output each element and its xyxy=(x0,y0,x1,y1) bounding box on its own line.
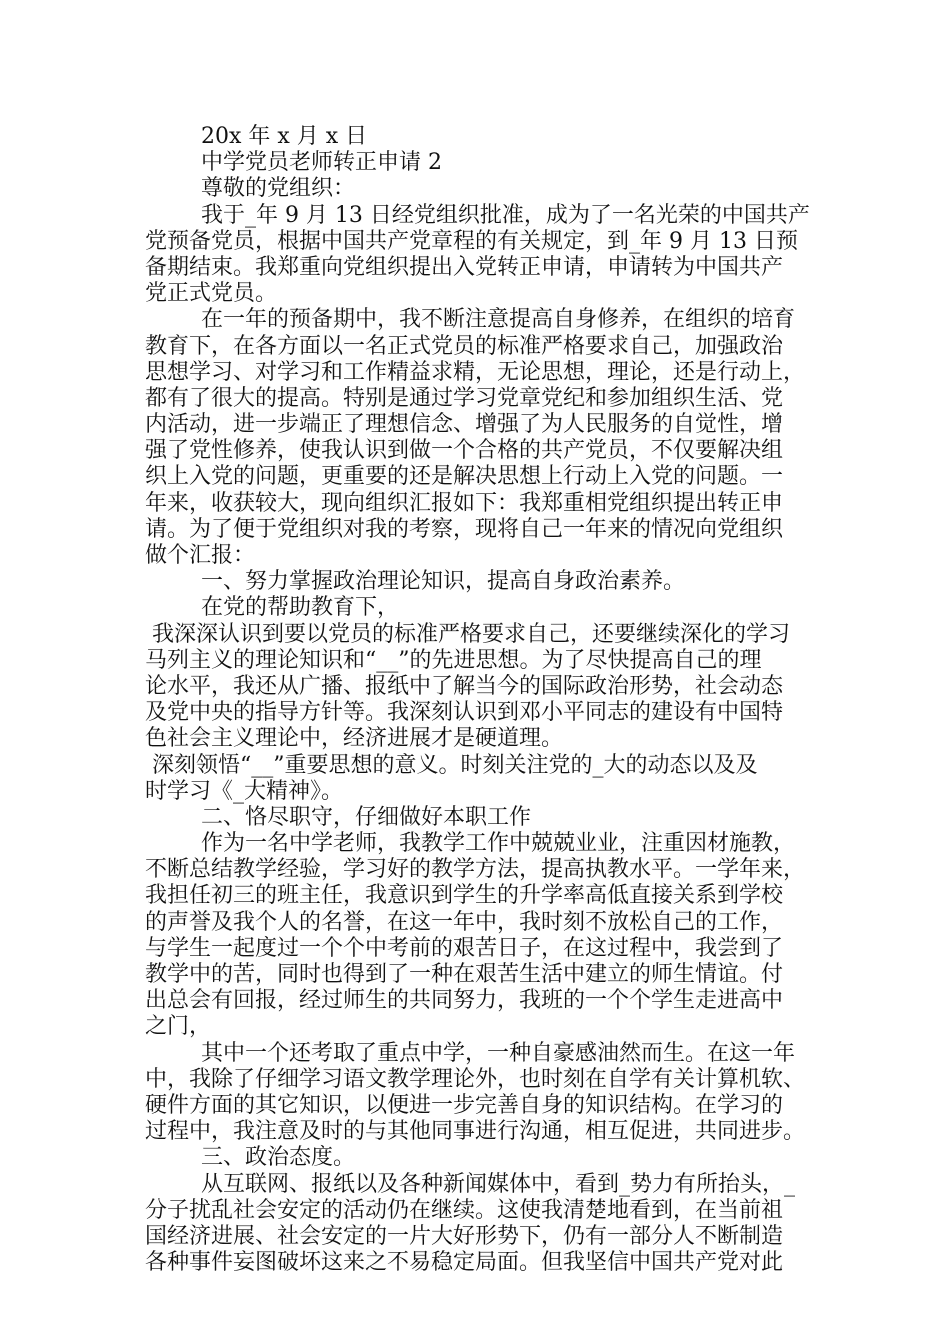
document-body xyxy=(145,124,835,1276)
text-line: 做个汇报： xyxy=(145,543,256,568)
text-line: 内活动，进一步端正了理想信念、增强了为人民服务的自觉性，增 xyxy=(145,412,784,438)
text-line: 其中一个还考取了重点中学，一种自豪感油然而生。在这一年 xyxy=(145,1040,795,1066)
text-line: 分子扰乱社会安定的活动仍在继续。这使我清楚地看到，在当前祖 xyxy=(145,1197,784,1223)
text-line: 作为一名中学老师，我教学工作中兢兢业业，注重因材施教， xyxy=(145,831,795,857)
text-line: 与学生一起度过一个个中考前的艰苦日子，在这过程中，我尝到了 xyxy=(145,935,784,961)
text-line: 在党的帮助教育下， xyxy=(145,595,399,621)
section-heading-1: 一、努力掌握政治理论知识，提高自身政治素养。 xyxy=(145,569,685,595)
text-line: 我深深认识到要以党员的标准严格要求自己，还要继续深化的学习 xyxy=(145,621,790,647)
text-line: 教育下，在各方面以一名正式党员的标准严格要求自己，加强政治 xyxy=(145,333,784,359)
text-line: 年来，收获较大，现向组织汇报如下：我郑重相党组织提出转正申 xyxy=(145,490,784,516)
text-line: 备期结束。我郑重向党组织提出入党转正申请，申请转为中国共产 xyxy=(145,254,784,280)
text-line: 党预备党员，根据中国共产党章程的有关规定，到_年 9 月 13 日预 xyxy=(145,228,798,254)
text-line: 深刻领悟“__”重要思想的意义。时刻关注党的_大的动态以及及 xyxy=(145,752,758,778)
text-line: 不断总结教学经验，学习好的教学方法，提高执教水平。一学年来， xyxy=(145,857,806,883)
text-line: 织上入党的问题，更重要的还是解决思想上行动上入党的问题。一 xyxy=(145,464,784,490)
text-line: 各种事件妄图破坏这来之不易稳定局面。但我坚信中国共产党对此 xyxy=(145,1250,784,1276)
text-line: 时学习《_大精神》。 xyxy=(145,778,344,804)
text-line: 都有了很大的提高。特别是通过学习党章党纪和参加组织生活、党 xyxy=(145,385,784,411)
text-line: 国经济进展、社会安定的一片大好形势下，仍有一部分人不断制造 xyxy=(145,1223,784,1249)
text-line: 教学中的苦，同时也得到了一种在艰苦生活中建立的师生情谊。付 xyxy=(145,962,784,987)
section-heading-2: 二、恪尽职守，仔细做好本职工作 xyxy=(145,804,531,830)
text-line: 在一年的预备期中，我不断注意提高自身修养，在组织的培育 xyxy=(145,307,795,333)
text-line: 思想学习、对学习和工作精益求精，无论思想，理论，还是行动上， xyxy=(145,359,806,385)
text-line: 出总会有回报，经过师生的共同努力，我班的一个个学生走进高中 xyxy=(145,988,784,1014)
date-line: 20x 年 x 月 x 日 xyxy=(145,124,368,149)
text-line: 从互联网、报纸以及各种新闻媒体中，看到_势力有所抬头，_ xyxy=(145,1171,795,1197)
text-line: 强了党性修养，使我认识到做一个合格的共产党员，不仅要解决组 xyxy=(145,438,784,464)
text-line: 之门， xyxy=(145,1014,212,1040)
text-line: 及党中央的指导方针等。我深刻认识到邓小平同志的建设有中国特 xyxy=(145,700,784,726)
document-title: 中学党员老师转正申请 2 xyxy=(145,150,442,176)
salutation: 尊敬的党组织： xyxy=(145,176,355,202)
text-line: 请。为了便于党组织对我的考察，现将自己一年来的情况向党组织 xyxy=(145,516,784,542)
text-line: 硬件方面的其它知识，以便进一步完善自身的知识结构。在学习的 xyxy=(145,1092,784,1118)
text-line: 过程中，我注意及时的与其他同事进行沟通，相互促进，共同进步。 xyxy=(145,1119,806,1145)
text-line: 我担任初三的班主任，我意识到学生的升学率高低直接关系到学校 xyxy=(145,883,784,909)
text-line: 中，我除了仔细学习语文教学理论外，也时刻在自学有关计算机软、 xyxy=(145,1066,806,1092)
text-line: 党正式党员。 xyxy=(145,281,278,307)
text-line: 色社会主义理论中，经济进展才是硬道理。 xyxy=(145,726,564,752)
text-line: 的声誉及我个人的名誉，在这一年中，我时刻不放松自己的工作， xyxy=(145,909,784,935)
section-heading-3: 三、政治态度。 xyxy=(145,1145,355,1171)
text-line: 我于_年 9 月 13 日经党组织批准，成为了一名光荣的中国共产 xyxy=(145,202,810,228)
text-line: 马列主义的理论知识和“__”的先进思想。为了尽快提高自己的理 xyxy=(145,647,762,673)
text-line: 论水平，我还从广播、报纸中了解当今的国际政治形势，社会动态 xyxy=(145,673,784,699)
